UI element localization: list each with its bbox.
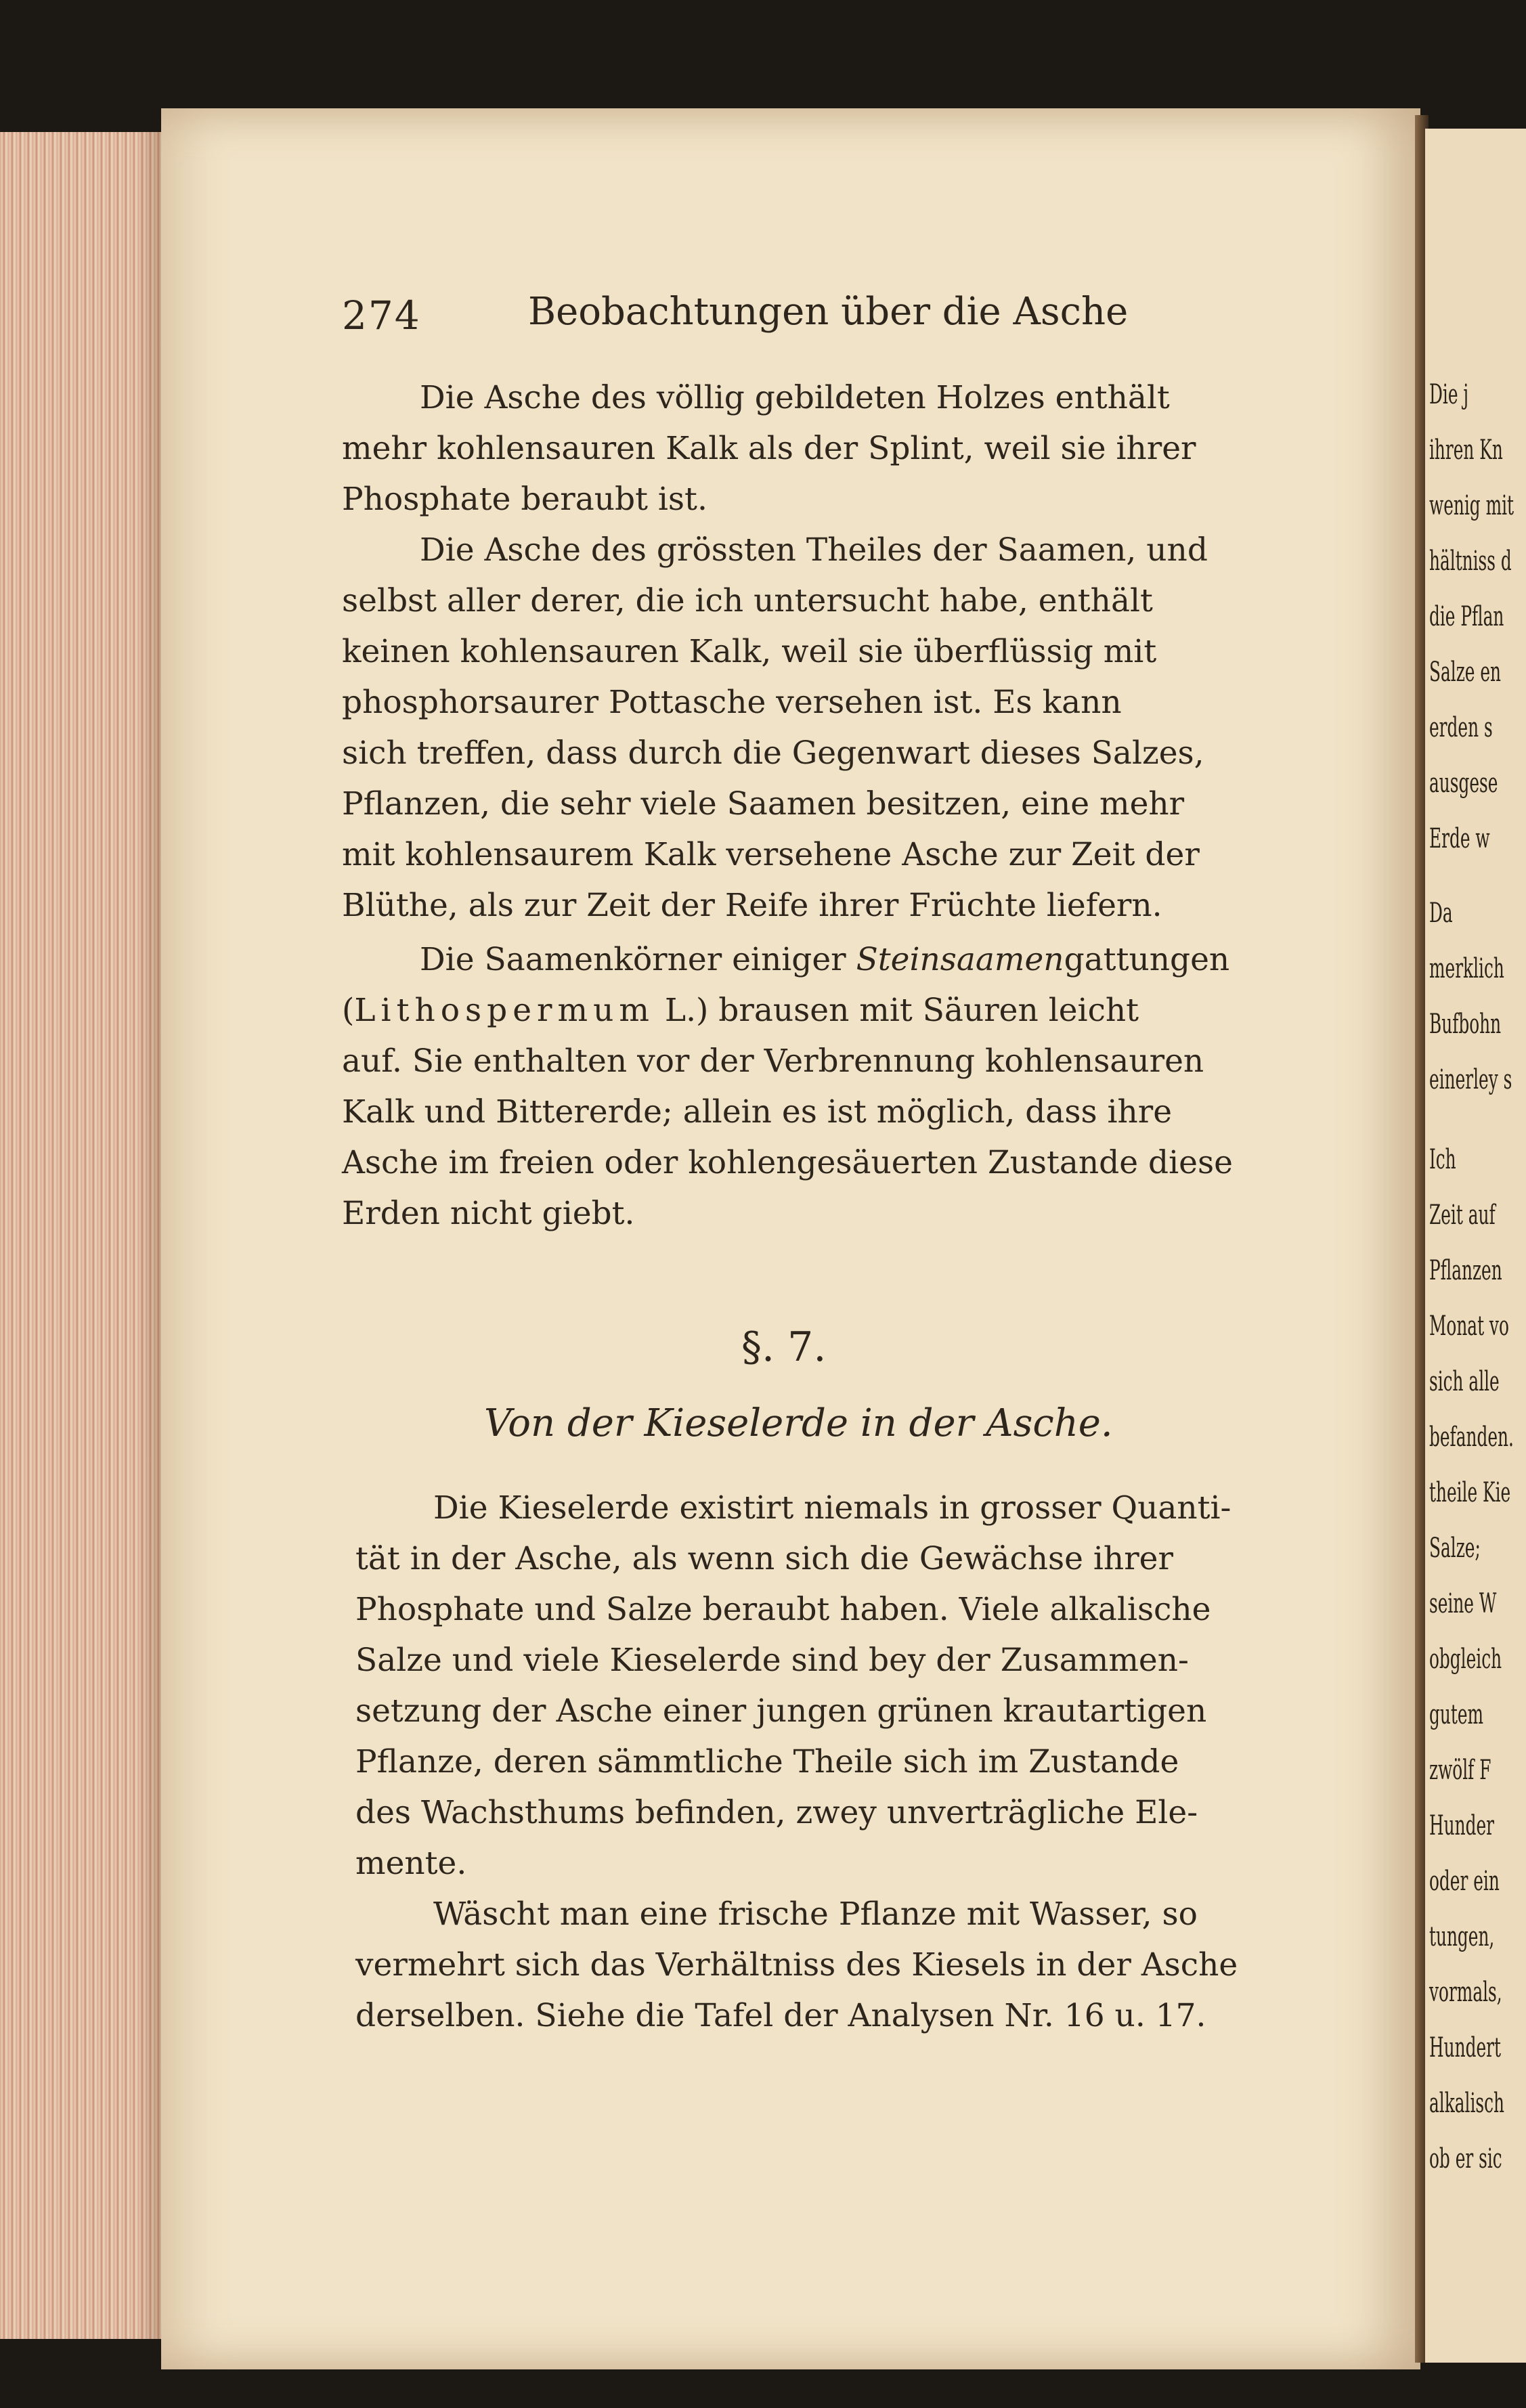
adjacent-page	[1425, 129, 1526, 2363]
adjacent-text-fragment: hältniss d	[1429, 546, 1512, 577]
adjacent-text-fragment: Zeit auf	[1429, 1200, 1496, 1231]
adjacent-text-fragment: Salze;	[1429, 1533, 1481, 1564]
adjacent-text-fragment: ihren Kn	[1429, 435, 1503, 466]
adjacent-text-fragment: obgleich	[1429, 1644, 1502, 1675]
adjacent-text-fragment: Pflanzen	[1429, 1255, 1502, 1286]
adjacent-text-fragment: wenig mit	[1429, 490, 1514, 521]
adjacent-text-fragment: zwölf F	[1429, 1755, 1491, 1786]
text-line: Blüthe, als zur Zeit der Reife ihrer Früchte liefern.	[342, 887, 1162, 924]
text-line: tät in der Asche, als wenn sich die Gewächse ihrer	[355, 1540, 1173, 1577]
text-line: Die Asche des grössten Theiles der Saamen, und	[420, 531, 1208, 569]
text-line: mit kohlensaurem Kalk versehene Asche zur Zeit der	[342, 836, 1200, 873]
text-fragment: L.) brausen mit Säuren leicht	[654, 992, 1139, 1029]
adjacent-text-fragment: Hundert	[1429, 2032, 1501, 2063]
text-fragment: (	[342, 992, 355, 1029]
text-line: phosphorsaurer Pottasche versehen ist. Es kann	[342, 684, 1122, 721]
adjacent-text-fragment: Da	[1429, 898, 1453, 929]
italic-term: Steinsaamen	[856, 941, 1064, 978]
text-line: Erden nicht giebt.	[342, 1195, 635, 1232]
section-heading: Von der Kieselerde in der Asche.	[484, 1401, 1113, 1445]
letterspaced-term: Lithospermum	[354, 992, 655, 1029]
text-line: sich treffen, dass durch die Gegenwart dieses Salzes,	[342, 735, 1204, 772]
text-fragment: gattungen	[1064, 941, 1230, 978]
adjacent-text-fragment: tungen,	[1429, 1921, 1495, 1952]
adjacent-text-fragment: seine W	[1429, 1588, 1497, 1619]
adjacent-text-fragment: Erde w	[1429, 823, 1490, 854]
text-line	[342, 992, 1139, 1029]
text-line: Asche im freien oder kohlengesäuerten Zustande diese	[342, 1144, 1233, 1181]
page-number: 274	[342, 292, 421, 338]
text-line: selbst aller derer, die ich untersucht habe, enthält	[342, 582, 1153, 619]
text-line: Die Kieselerde existirt niemals in grosser Quanti-	[433, 1489, 1231, 1527]
text-line: mente.	[355, 1845, 467, 1882]
adjacent-text-fragment: befanden.	[1429, 1422, 1514, 1453]
adjacent-text-fragment: Bufbohn	[1429, 1009, 1502, 1040]
text-line: des Wachsthums befinden, zwey unverträgliche Ele-	[355, 1794, 1198, 1831]
text-line: auf. Sie enthalten vor der Verbrennung kohlensauren	[342, 1043, 1204, 1080]
text-line: mehr kohlensauren Kalk als der Splint, weil sie ihrer	[342, 430, 1196, 467]
adjacent-text-fragment: Hunder	[1429, 1810, 1494, 1841]
adjacent-text-fragment: oder ein	[1429, 1866, 1500, 1897]
adjacent-text-fragment: alkalisch	[1429, 2088, 1504, 2119]
section-mark: §. 7.	[741, 1323, 827, 1371]
adjacent-text-fragment: Monat vo	[1429, 1311, 1509, 1342]
adjacent-text-fragment: sich alle	[1429, 1366, 1500, 1397]
adjacent-text-fragment: ob er sic	[1429, 2143, 1502, 2174]
text-line: Pflanzen, die sehr viele Saamen besitzen, eine mehr	[342, 785, 1185, 823]
text-line: Die Asche des völlig gebildeten Holzes enthält	[420, 379, 1170, 416]
text-line: Phosphate und Salze beraubt haben. Viele alkalische	[355, 1591, 1211, 1628]
text-line: Salze und viele Kieselerde sind bey der Zusammen-	[355, 1642, 1189, 1679]
text-line: keinen kohlensauren Kalk, weil sie überflüssig mit	[342, 633, 1157, 670]
adjacent-text-fragment: Salze en	[1429, 657, 1501, 688]
text-line	[420, 941, 1229, 978]
adjacent-text-fragment: merklich	[1429, 953, 1504, 984]
text-line: derselben. Siehe die Tafel der Analysen Nr. 16 u. 17.	[355, 1997, 1206, 2034]
text-line: setzung der Asche einer jungen grünen krautartigen	[355, 1692, 1207, 1730]
text-line: Phosphate beraubt ist.	[342, 481, 707, 518]
adjacent-text-fragment: gutem	[1429, 1699, 1484, 1730]
adjacent-text-fragment: erden s	[1429, 712, 1493, 743]
text-line: vermehrt sich das Verhältniss des Kiesels in der Asche	[355, 1946, 1238, 1984]
adjacent-text-fragment: Die j	[1429, 379, 1469, 410]
adjacent-text-fragment: die Pflan	[1429, 601, 1504, 632]
text-line: Pflanze, deren sämmtliche Theile sich im Zustande	[355, 1743, 1179, 1780]
adjacent-text-fragment: vormals,	[1429, 1977, 1502, 2008]
text-fragment: Die Saamenkörner einiger	[420, 941, 856, 978]
adjacent-text-fragment: ausgese	[1429, 768, 1498, 799]
adjacent-text-fragment: theile Kie	[1429, 1477, 1511, 1508]
text-line: Kalk und Bittererde; allein es ist möglich, dass ihre	[342, 1093, 1173, 1131]
text-line: Wäscht man eine frische Pflanze mit Wasser, so	[433, 1896, 1198, 1933]
adjacent-text-fragment: einerley s	[1429, 1064, 1512, 1095]
running-title: Beobachtungen über die Asche	[528, 290, 1129, 334]
adjacent-text-fragment: Ich	[1429, 1144, 1456, 1175]
